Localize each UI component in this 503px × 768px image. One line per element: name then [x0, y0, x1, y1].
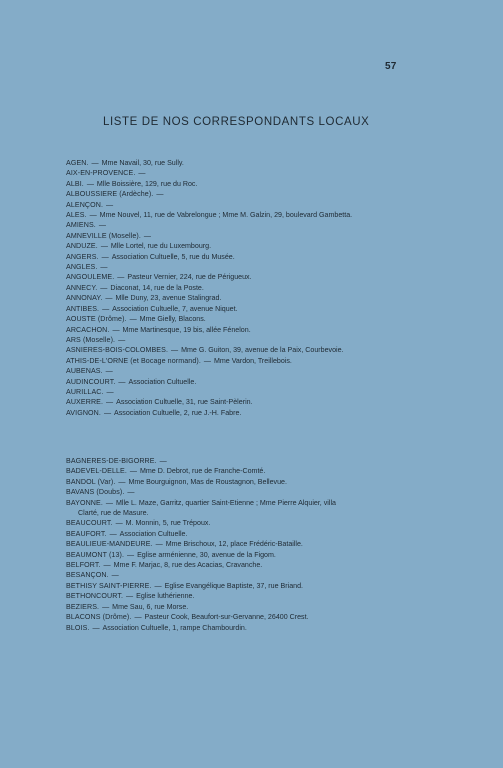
- list-item: [66, 612, 426, 622]
- page-title: LISTE DE NOS CORRESPONDANTS LOCAUX: [103, 116, 370, 128]
- list-item: [66, 179, 426, 189]
- city-name: ASNIERES-BOIS-COLOMBES.: [66, 346, 169, 355]
- dash-separator: —: [154, 190, 164, 199]
- list-item: [66, 623, 426, 633]
- list-item: [66, 231, 426, 241]
- list-item: [66, 539, 426, 549]
- city-name: AMIENS.: [66, 221, 96, 230]
- city-name: BADEVEL-DELLE.: [66, 467, 127, 476]
- correspondent-details: Mme Navail, 30, rue Sully.: [101, 159, 184, 167]
- city-name: ARCACHON.: [66, 325, 110, 334]
- city-name: ANNONAY.: [66, 294, 103, 303]
- city-name: ANDUZE.: [66, 242, 98, 251]
- list-item: [66, 397, 426, 407]
- list-item: [66, 570, 426, 580]
- city-name: ANGLES.: [66, 263, 98, 272]
- list-item: [66, 602, 426, 612]
- city-name: AGEN.: [66, 159, 89, 167]
- city-name: AOUSTE (Drôme).: [66, 315, 127, 324]
- correspondent-details: Mme Nouvel, 11, rue de Vabrelongue ; Mme M. Galzin, 29, boulevard Gambetta.: [99, 211, 353, 220]
- dash-separator: —: [98, 283, 110, 292]
- dash-separator: —: [127, 467, 139, 476]
- correspondent-details: Eglise Evangélique Baptiste, 37, rue Briand.: [164, 581, 304, 590]
- list-item: [66, 168, 426, 178]
- correspondent-details: Mme Bourguignon, Mas de Roustagnon, Bellevue.: [128, 477, 287, 486]
- dash-separator: —: [116, 335, 126, 344]
- dash-separator: —: [125, 488, 135, 497]
- correspondent-details: Mlle Lortel, rue du Luxembourg.: [110, 242, 212, 251]
- list-item: [66, 335, 426, 345]
- dash-separator: —: [87, 211, 99, 220]
- city-name: ALBI.: [66, 179, 84, 188]
- dash-separator: —: [116, 377, 128, 386]
- city-name: AUDINCOURT.: [66, 377, 116, 386]
- dash-separator: —: [169, 346, 181, 355]
- dash-separator: —: [152, 581, 164, 590]
- dash-separator: —: [100, 602, 112, 611]
- dash-separator: —: [125, 550, 137, 559]
- list-item: [66, 387, 426, 397]
- dash-separator: —: [153, 540, 165, 549]
- city-name: BEAULIEUE-MANDEURE.: [66, 540, 153, 549]
- list-item: [66, 581, 426, 591]
- correspondent-details: Mme Martinesque, 19 bis, allée Fénelon.: [122, 325, 251, 334]
- dash-separator: —: [90, 623, 102, 632]
- dash-separator: —: [84, 179, 96, 188]
- dash-separator: —: [127, 315, 139, 324]
- city-name: ALES.: [66, 211, 87, 220]
- city-name: AUBENAS.: [66, 367, 103, 376]
- dash-separator: —: [132, 613, 144, 622]
- city-name: ANGOULEME.: [66, 273, 115, 282]
- list-item: [66, 304, 426, 314]
- city-name: BLOIS.: [66, 623, 90, 632]
- city-name: BAYONNE.: [66, 498, 103, 507]
- list-item: [66, 314, 426, 324]
- list-item: [66, 272, 426, 282]
- dash-separator: —: [124, 592, 136, 601]
- city-name: BETHISY SAINT-PIERRE.: [66, 581, 152, 590]
- list-item: [66, 200, 426, 210]
- dash-separator: —: [103, 498, 115, 507]
- city-name: BLACONS (Drôme).: [66, 613, 132, 622]
- dash-separator: —: [141, 231, 152, 240]
- city-name: BANDOL (Var).: [66, 477, 116, 486]
- dash-separator: —: [115, 273, 127, 282]
- city-name: AURILLAC.: [66, 387, 104, 396]
- correspondent-details: Mlle Boissière, 129, rue du Roc.: [96, 179, 198, 188]
- list-item: [66, 591, 426, 601]
- correspondent-details: Mme D. Debrot, rue de Franche-Comté.: [139, 467, 266, 476]
- correspondent-details: Diaconat, 14, rue de la Poste.: [110, 283, 204, 292]
- city-name: BEAUCOURT.: [66, 519, 113, 528]
- list-item: [66, 408, 426, 418]
- page-number: 57: [385, 61, 397, 72]
- correspondent-details-continued: Clarté, rue de Masure.: [78, 509, 149, 518]
- list-item: [66, 456, 426, 466]
- list-item: [66, 325, 426, 335]
- dash-separator: —: [89, 159, 101, 167]
- correspondants-list-b: [66, 456, 426, 633]
- city-name: BAVANS (Doubs).: [66, 488, 125, 497]
- list-item: [66, 210, 426, 220]
- dash-separator: —: [201, 356, 213, 365]
- list-item: [66, 550, 426, 560]
- dash-separator: —: [107, 529, 119, 538]
- dash-separator: —: [98, 263, 108, 272]
- correspondent-details: Mlle Duny, 23, avenue Stalingrad.: [115, 294, 222, 303]
- city-name: ANGERS.: [66, 252, 99, 261]
- correspondent-details: Pasteur Cook, Beaufort-sur-Gervanne, 26400 Crest.: [144, 613, 309, 622]
- dash-separator: —: [98, 242, 110, 251]
- city-name: ALENÇON.: [66, 200, 104, 209]
- city-name: ANNECY.: [66, 283, 98, 292]
- dash-separator: —: [104, 387, 114, 396]
- correspondent-details: Mme G. Guiton, 39, avenue de la Paix, Courbevoie.: [181, 346, 344, 355]
- correspondent-details: Association Cultuelle.: [119, 529, 188, 538]
- dash-separator: —: [99, 252, 111, 261]
- correspondent-details: Association Cultuelle, 2, rue J.-H. Fabre.: [114, 408, 242, 417]
- list-item: [66, 560, 426, 570]
- dash-separator: —: [101, 408, 114, 417]
- list-item: [66, 283, 426, 293]
- dash-separator: —: [103, 294, 115, 303]
- list-item: [66, 262, 426, 272]
- list-item: [66, 356, 426, 366]
- dash-separator: —: [104, 398, 116, 407]
- list-item: [66, 466, 426, 476]
- city-name: AUXERRE.: [66, 398, 104, 407]
- list-item: [66, 366, 426, 376]
- dash-separator: —: [96, 221, 106, 230]
- city-name: BELFORT.: [66, 561, 101, 570]
- city-name: AIX-EN-PROVENCE.: [66, 169, 136, 178]
- list-item: [66, 189, 426, 199]
- city-name: BEAUMONT (13).: [66, 550, 125, 559]
- list-item: [66, 498, 426, 519]
- list-item: [66, 158, 426, 168]
- city-name: ALBOUSSIERE (Ardèche).: [66, 190, 154, 199]
- correspondent-details: Mme Vardon, Treillebois.: [213, 356, 292, 365]
- city-name: BEZIERS.: [66, 602, 100, 611]
- list-item: [66, 293, 426, 303]
- dash-separator: —: [104, 200, 114, 209]
- dash-separator: —: [101, 561, 113, 570]
- city-name: ATHIS-DE-L'ORNE (et Bocage normand).: [66, 356, 201, 365]
- city-name: ANTIBES.: [66, 304, 100, 313]
- dash-separator: —: [136, 169, 146, 178]
- correspondent-details: Eglise arménienne, 30, avenue de la Figom.: [137, 550, 276, 559]
- correspondent-details: Association Cultuelle, 1, rampe Chambourdin.: [102, 623, 247, 632]
- list-item: [66, 487, 426, 497]
- list-item: [66, 529, 426, 539]
- list-item: [66, 477, 426, 487]
- correspondent-details: Mme F. Marjac, 8, rue des Acacias, Cravanche.: [113, 561, 263, 570]
- dash-separator: —: [116, 477, 128, 486]
- correspondent-details: M. Monnin, 5, rue Trépoux.: [125, 519, 211, 528]
- city-name: ARS (Moselle).: [66, 335, 116, 344]
- correspondent-details: Association Cultuelle.: [128, 377, 197, 386]
- city-name: BESANÇON.: [66, 571, 109, 580]
- list-item: [66, 252, 426, 262]
- list-item: [66, 377, 426, 387]
- correspondent-details: Association Cultuelle, 31, rue Saint-Pèlerin.: [116, 398, 253, 407]
- list-item: [66, 518, 426, 528]
- city-name: AMNEVILLE (Moselle).: [66, 231, 141, 240]
- correspondants-list-a: [66, 158, 426, 418]
- city-name: BETHONCOURT.: [66, 592, 124, 601]
- correspondent-details: Eglise luthérienne.: [136, 592, 195, 601]
- list-item: [66, 345, 426, 355]
- dash-separator: —: [157, 457, 167, 465]
- correspondent-details: Mlle L. Maze, Garritz, quartier Saint-Etienne ; Mme Pierre Alquier, villa: [115, 498, 336, 507]
- list-item: [66, 241, 426, 251]
- dash-separator: —: [109, 571, 119, 580]
- city-name: BAGNERES-DE-BIGORRE.: [66, 457, 157, 465]
- correspondent-details: Mme Gielly, Blacons.: [139, 315, 206, 324]
- correspondent-details: Association Cultuelle, 5, rue du Musée.: [111, 252, 235, 261]
- correspondent-details: Mme Sau, 6, rue Morse.: [112, 602, 189, 611]
- dash-separator: —: [110, 325, 122, 334]
- dash-separator: —: [103, 367, 113, 376]
- city-name: AVIGNON.: [66, 408, 101, 417]
- correspondent-details: Pasteur Vernier, 224, rue de Périgueux.: [127, 273, 252, 282]
- dash-separator: —: [113, 519, 125, 528]
- correspondent-details: Mme Brischoux, 12, place Frédéric-Bataille.: [165, 540, 303, 549]
- correspondent-details: Association Cultuelle, 7, avenue Niquet.: [112, 304, 238, 313]
- dash-separator: —: [100, 304, 112, 313]
- city-name: BEAUFORT.: [66, 529, 107, 538]
- list-item: [66, 220, 426, 230]
